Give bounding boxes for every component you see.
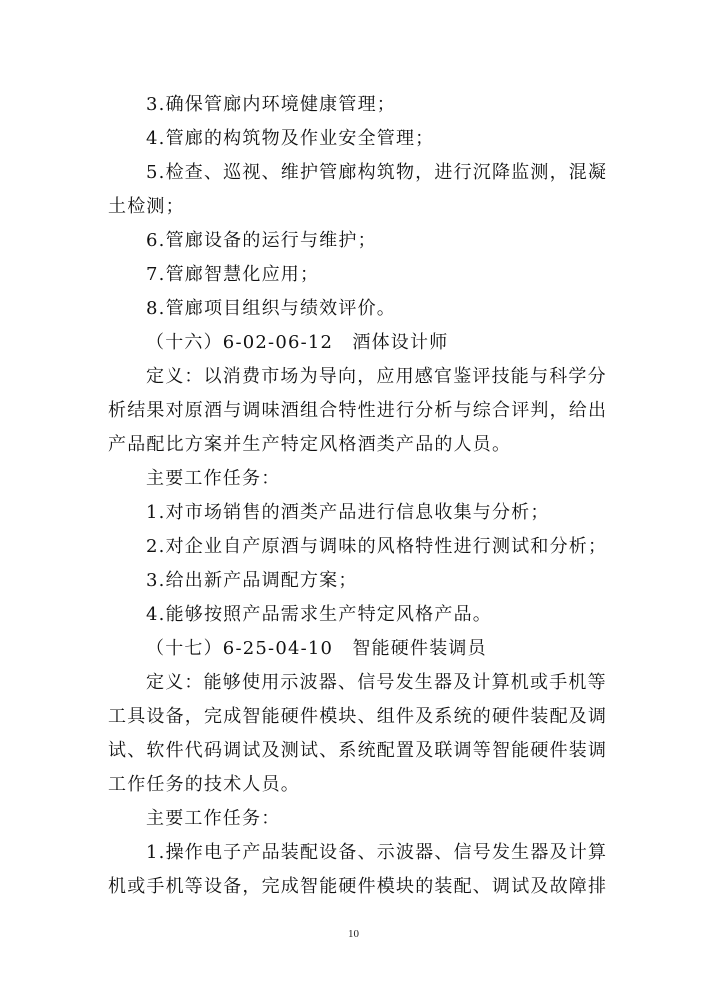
list-item: 7.管廊智慧化应用； (146, 264, 320, 285)
list-item: 1.操作电子产品装配设备、示波器、信号发生器及计算 (146, 842, 608, 863)
list-item: 1.对市场销售的酒类产品进行信息收集与分析； (146, 502, 550, 523)
section-heading: （十六）6-02-06-12 酒体设计师 (146, 332, 449, 353)
definition-paragraph: 析结果对原酒与调味酒组合特性进行分析与综合评判，给出 (108, 400, 608, 421)
list-item: 3.给出新产品调配方案； (146, 570, 358, 591)
page-number: 10 (348, 928, 359, 940)
definition-paragraph: 定义：以消费市场为导向，应用感官鉴评技能与科学分 (146, 366, 607, 387)
section-heading: （十七）6-25-04-10 智能硬件装调员 (146, 638, 487, 659)
definition-paragraph: 产品配比方案并生产特定风格酒类产品的人员。 (108, 434, 512, 455)
definition-paragraph: 工作任务的技术人员。 (108, 774, 300, 795)
list-item: 4.能够按照产品需求生产特定风格产品。 (146, 604, 492, 625)
tasks-label: 主要工作任务： (146, 468, 281, 489)
list-item: 6.管廊设备的运行与维护； (146, 230, 377, 251)
tasks-label: 主要工作任务： (146, 808, 281, 829)
list-item-continuation: 机或手机等设备，完成智能硬件模块的装配、调试及故障排 (108, 876, 608, 897)
definition-paragraph: 试、软件代码调试及测试、系统配置及联调等智能硬件装调 (108, 740, 608, 761)
definition-paragraph: 定义：能够使用示波器、信号发生器及计算机或手机等 (146, 672, 607, 693)
list-item: 2.对企业自产原酒与调味的风格特性进行测试和分析； (146, 536, 608, 557)
list-item-continuation: 土检测； (108, 196, 185, 217)
list-item: 3.确保管廊内环境健康管理； (146, 94, 396, 115)
list-item: 8.管廊项目组织与绩效评价。 (146, 298, 396, 319)
body-text (108, 88, 608, 904)
list-item: 4.管廊的构筑物及作业安全管理； (146, 128, 435, 149)
list-item: 5.检查、巡视、维护管廊构筑物，进行沉降监测，混凝 (146, 162, 608, 183)
definition-paragraph: 工具设备，完成智能硬件模块、组件及系统的硬件装配及调 (108, 706, 608, 727)
